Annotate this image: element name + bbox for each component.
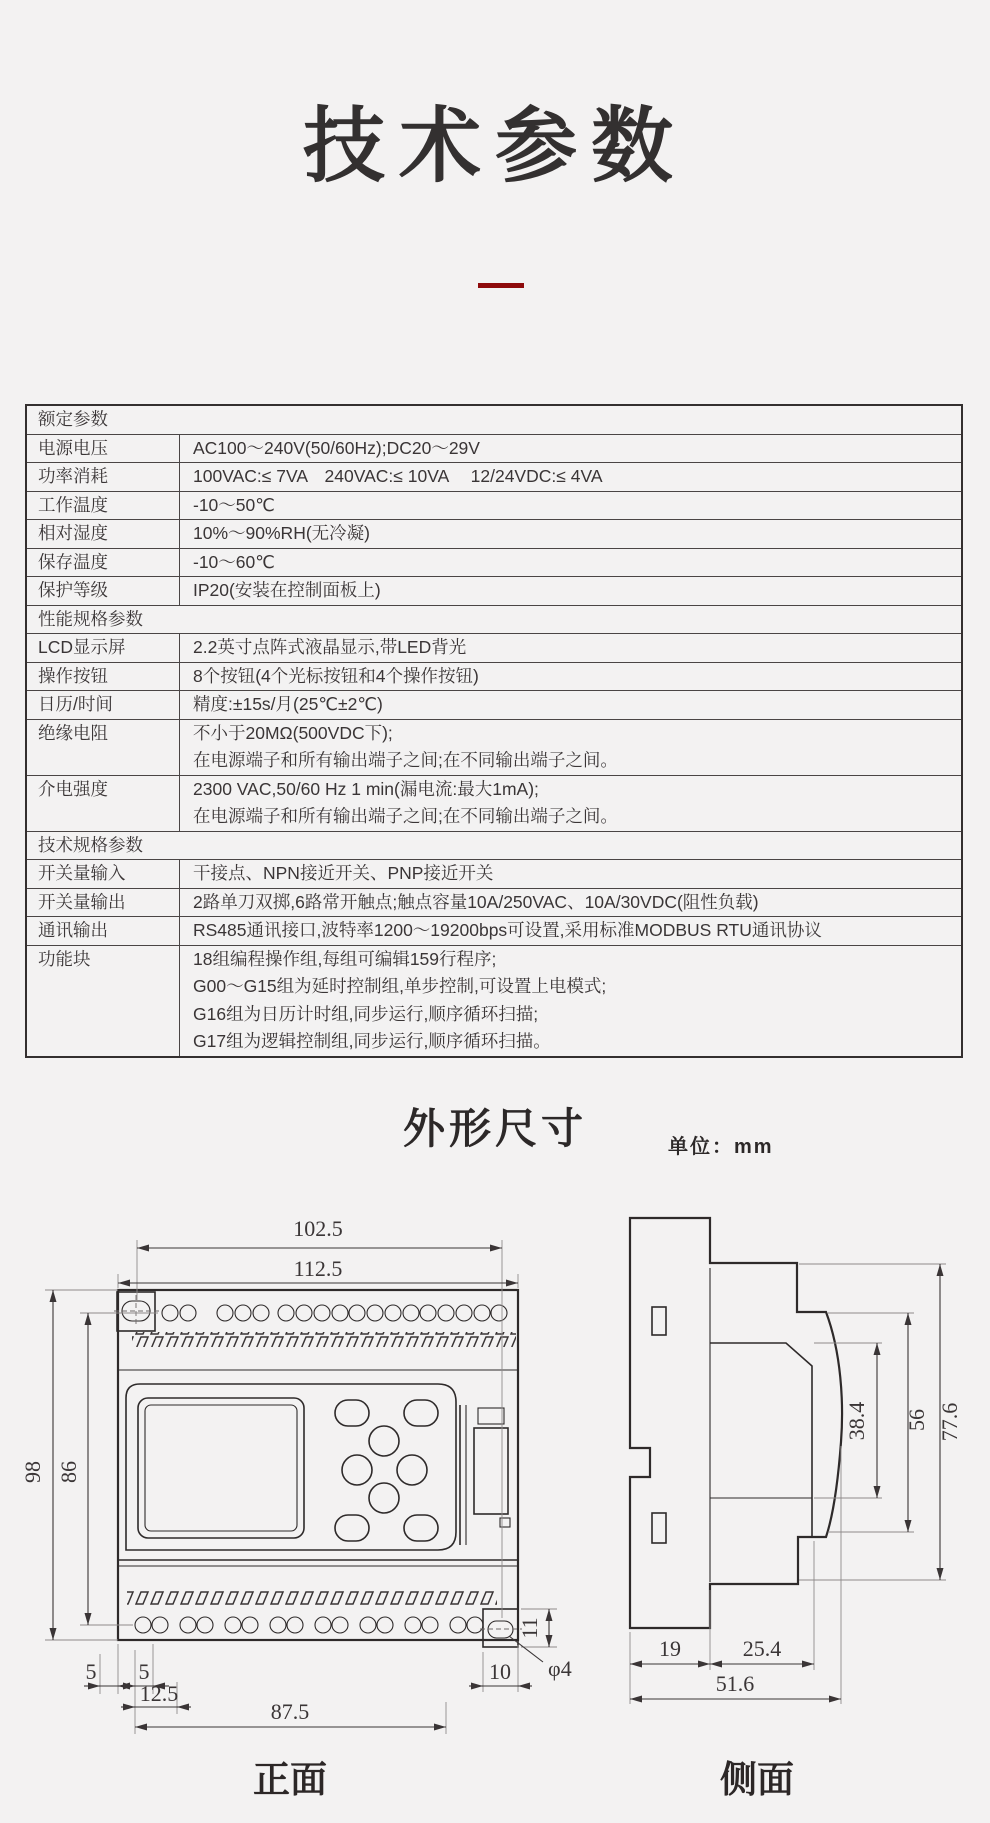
row-label: 介电强度	[38, 778, 108, 799]
dim-87-5: 87.5	[270, 1699, 310, 1724]
table-row	[27, 519, 961, 548]
page-title: 技术参数	[302, 101, 687, 192]
dim-25-4: 25.4	[742, 1636, 782, 1661]
row-value-line: 在电源端子和所有输出端子之间;在不同输出端子之间。	[193, 750, 618, 770]
table-row	[27, 576, 961, 605]
row-value: RS485通讯接口,波特率1200～19200bps可设置,采用标准MODBUS RTU通讯协议	[193, 920, 822, 940]
vent-strip-bottom	[127, 1591, 497, 1606]
row-label: 开关量输出	[38, 891, 126, 912]
row-value: AC100～240V(50/60Hz);DC20～29V	[193, 437, 480, 458]
table-row	[27, 633, 961, 662]
row-value: 8个按钮(4个光标按钮和4个操作按钮)	[193, 665, 479, 686]
row-label: 保存温度	[38, 551, 108, 572]
row-label: 功能块	[38, 948, 91, 969]
section-header: 性能规格参数	[38, 608, 143, 629]
row-label: 工作温度	[38, 494, 108, 515]
dim-98: 98	[20, 1461, 45, 1483]
dim-112-5: 112.5	[293, 1256, 343, 1281]
unit-label: 单位：mm	[668, 1136, 774, 1158]
row-value: 干接点、NPN接近开关、PNP接近开关	[193, 863, 494, 883]
side-view-drawing	[630, 1218, 962, 1800]
row-value: -10～60℃	[193, 551, 275, 572]
dim-5-pitch: 5	[138, 1659, 150, 1684]
table-row	[27, 719, 961, 775]
front-view-label: 正面	[253, 1759, 327, 1800]
row-label: 电源电压	[38, 437, 108, 458]
row-value: -10～50℃	[193, 494, 275, 515]
dim-86: 86	[56, 1461, 81, 1483]
section-header: 技术规格参数	[38, 834, 143, 855]
dim-56: 56	[904, 1409, 929, 1431]
connector-block	[460, 1405, 510, 1545]
row-value-line: 18组编程操作组,每组可编辑159行程序;	[193, 948, 497, 969]
row-value: IP20(安装在控制面板上)	[193, 580, 381, 600]
dim-11: 11	[517, 1617, 542, 1639]
row-value-line: G00～G15组为延时控制组,单步控制,可设置上电模式;	[193, 976, 607, 996]
table-row	[27, 548, 961, 577]
row-label: 日历/时间	[38, 694, 113, 714]
dim-12-5: 12.5	[139, 1681, 179, 1706]
table-row	[27, 888, 961, 917]
row-value: 10%～90%RH(无冷凝)	[193, 523, 370, 543]
table-row	[27, 945, 961, 1056]
table-row	[27, 434, 961, 463]
title-accent-dash	[478, 283, 524, 288]
row-label: 绝缘电阻	[38, 722, 108, 743]
table-row	[27, 916, 961, 945]
row-value-line: 不小于20MΩ(500VDC下);	[193, 722, 393, 743]
row-label: 相对湿度	[38, 523, 108, 543]
row-label: 通讯输出	[38, 920, 108, 940]
vent-strip-top	[132, 1332, 516, 1347]
spec-table	[25, 404, 963, 1058]
row-label: 操作按钮	[38, 665, 108, 686]
table-row	[27, 462, 961, 491]
button-cluster	[335, 1400, 438, 1541]
lcd-screen	[138, 1398, 304, 1538]
dimension-drawings	[0, 1160, 990, 1823]
table-row	[27, 859, 961, 888]
table-row	[27, 662, 961, 691]
table-row	[27, 690, 961, 719]
dim-102-5: 102.5	[293, 1216, 343, 1241]
row-value-line: 在电源端子和所有输出端子之间;在不同输出端子之间。	[193, 806, 618, 826]
dim-5-left: 5	[85, 1659, 97, 1684]
row-label: LCD显示屏	[38, 637, 126, 657]
row-label: 功率消耗	[38, 466, 108, 486]
row-label: 保护等级	[38, 580, 108, 600]
side-view-label: 侧面	[720, 1759, 794, 1800]
dim-51-6: 51.6	[715, 1671, 755, 1696]
bottom-terminal-holes	[135, 1617, 483, 1633]
outline-dimensions-heading: 外形尺寸	[402, 1105, 587, 1152]
row-value: 2路单刀双掷,6路常开触点;触点容量10A/250VAC、10A/30VDC(阻性负载)	[193, 891, 759, 912]
dim-77-6: 77.6	[937, 1402, 962, 1442]
row-value: 精度:±15s/月(25℃±2℃)	[193, 694, 383, 714]
row-label: 开关量输入	[38, 863, 126, 883]
table-row	[27, 775, 961, 831]
row-value-line: G16组为日历计时组,同步运行,顺序循环扫描;	[193, 1003, 539, 1024]
row-value: 100VAC:≤ 7VA 240VAC:≤ 10VA 12/24VDC:≤ 4VA	[193, 466, 603, 486]
table-row	[27, 491, 961, 520]
row-value-line: G17组为逻辑控制组,同步运行,顺序循环扫描。	[193, 1031, 551, 1051]
section-header: 额定参数	[38, 409, 108, 429]
dim-10: 10	[489, 1659, 511, 1684]
front-view-drawing	[20, 1216, 572, 1800]
top-terminal-holes	[162, 1305, 507, 1321]
dim-38-4: 38.4	[844, 1401, 869, 1441]
dim-19: 19	[659, 1636, 681, 1661]
row-value-line: 2300 VAC,50/60 Hz 1 min(漏电流:最大1mA);	[193, 778, 539, 799]
dim-hole-dia: φ4	[548, 1656, 572, 1681]
row-value: 2.2英寸点阵式液晶显示,带LED背光	[193, 637, 467, 657]
